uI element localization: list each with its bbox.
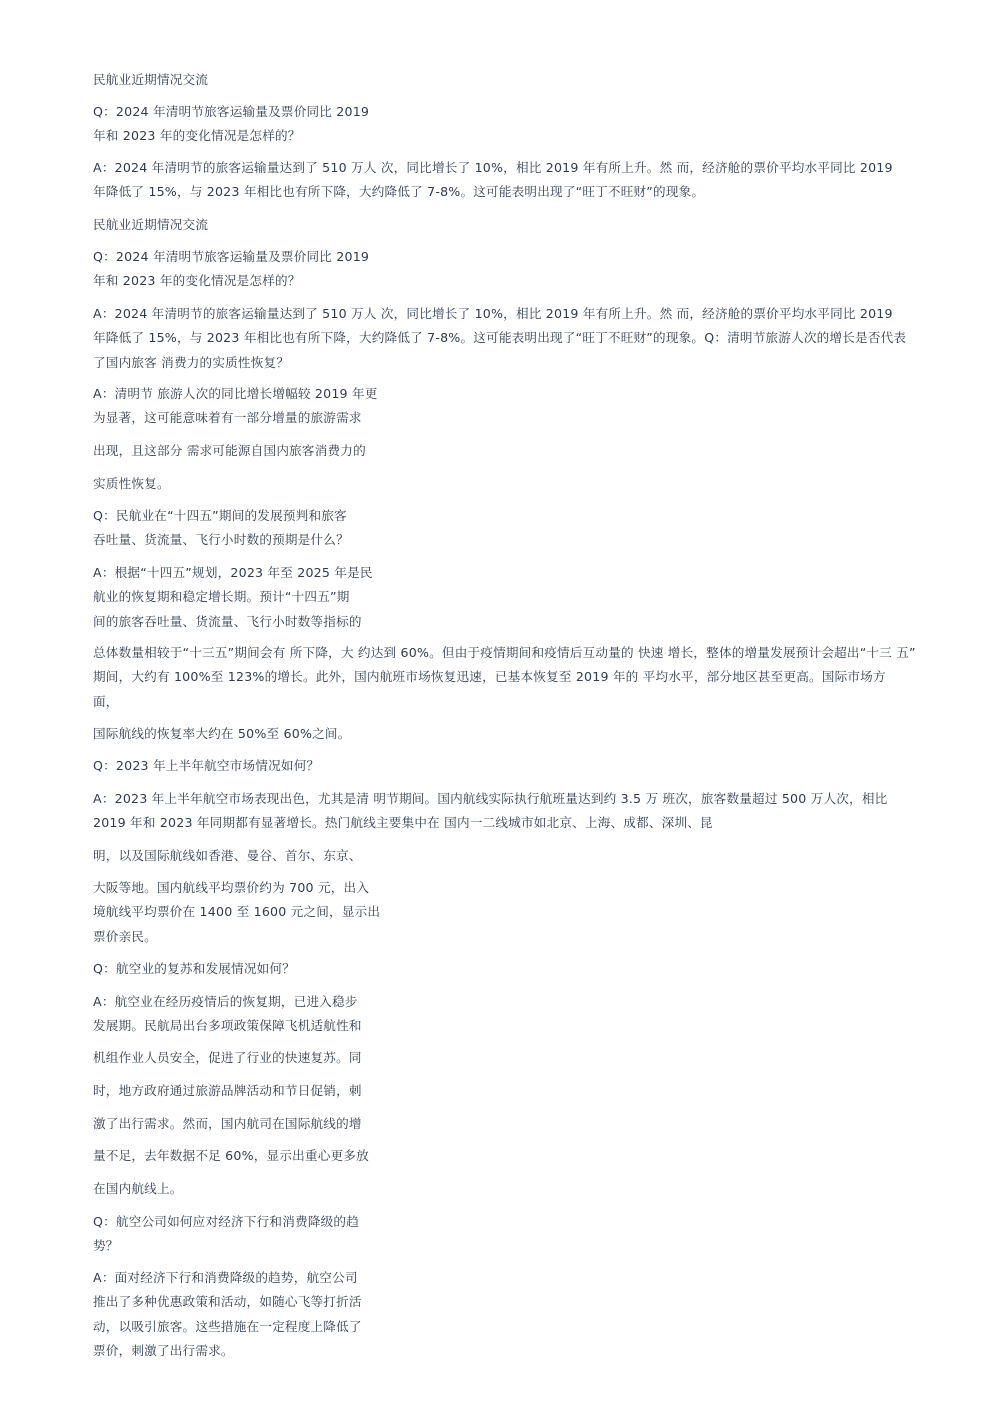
section-title (93, 68, 943, 92)
paragraph-line: 面， (93, 693, 119, 709)
paragraph-line: 2019 年和 2023 年同期都有显著增长。热门航线主要集中在 国内一二线城市如北京、上海、成都、深圳、昆 (93, 815, 713, 831)
paragraph-line: 在国内航线上。 (93, 1181, 183, 1196)
paragraph-line: 了国内旅客 消费力的实质性恢复？ (93, 354, 290, 370)
answer-paragraph (93, 1079, 943, 1103)
paragraph-line: Q：民航业在“十四五”期间的发展预判和旅客 (93, 508, 347, 523)
paragraph-line: A：面对经济下行和消费降级的趋势，航空公司 (93, 1270, 358, 1285)
paragraph-line: 票价，刺激了出行需求。 (93, 1342, 234, 1358)
answer-paragraph (93, 1177, 943, 1201)
paragraph-line: 机组作业人员安全，促进了行业的快速复苏。同 (93, 1050, 362, 1065)
paragraph-line: A：2023 年上半年航空市场表现出色，尤其是清 明节期间。国内航线实际执行航班量达到约 3.5 万 班次，旅客数量超过 500 万人次，相比 (93, 791, 888, 806)
question-paragraph (93, 504, 943, 553)
paragraph-line: 推出了多种优惠政策和活动，如随心飞等打折活 (93, 1294, 362, 1310)
answer-paragraph (93, 844, 943, 868)
paragraph-line: 民航业近期情况交流 (93, 217, 209, 232)
answer-paragraph (93, 722, 943, 746)
paragraph-line: 年降低了 15%，与 2023 年相比也有所下降，大约降低了 7-8%。这可能表明出现了“旺丁不旺财”的现象。 (93, 184, 705, 200)
paragraph-line: A：航空业在经历疫情后的恢复期，已进入稳步 (93, 994, 358, 1009)
answer-paragraph (93, 1266, 943, 1363)
answer-paragraph (93, 382, 943, 431)
question-paragraph (93, 245, 943, 294)
paragraph-line: 明，以及国际航线如香港、曼谷、首尔、东京、 (93, 848, 362, 863)
answer-paragraph (93, 156, 943, 205)
paragraph-line: A：2024 年清明节的旅客运输量达到了 510 万人 次，同比增长了 10%，相比 2019 年有所上升。然 而，经济舱的票价平均水平同比 2019 (93, 160, 893, 175)
question-paragraph (93, 1210, 943, 1259)
answer-paragraph (93, 472, 943, 496)
question-paragraph (93, 754, 943, 778)
answer-paragraph (93, 787, 943, 836)
paragraph-line: 出现，且这部分 需求可能源自国内旅客消费力的 (93, 443, 366, 458)
paragraph-line: A：清明节 旅游人次的同比增长增幅较 2019 年更 (93, 386, 378, 401)
paragraph-line: Q：航空业的复苏和发展情况如何？ (93, 961, 296, 976)
section-title (93, 213, 943, 237)
paragraph-line: 年和 2023 年的变化情况是怎样的？ (93, 273, 301, 289)
paragraph-line: 量不足，去年数据不足 60%，显示出重心更多放 (93, 1148, 369, 1163)
paragraph-line: 年和 2023 年的变化情况是怎样的？ (93, 128, 301, 144)
paragraph-line: Q：航空公司如何应对经济下行和消费降级的趋 (93, 1214, 359, 1229)
answer-paragraph (93, 1112, 943, 1136)
paragraph-line: 年降低了 15%，与 2023 年相比也有所下降，大约降低了 7-8%。这可能表明出现了“旺丁不旺财”的现象。Q：清明节旅游人次的增长是否代表 (93, 330, 907, 346)
answer-paragraph (93, 641, 943, 714)
paragraph-line: 民航业近期情况交流 (93, 72, 209, 87)
paragraph-line: 国际航线的恢复率大约在 50%至 60%之间。 (93, 726, 351, 741)
paragraph-line: 激了出行需求。然而，国内航司在国际航线的增 (93, 1116, 362, 1131)
paragraph-line: 发展期。民航局出台多项政策保障飞机适航性和 (93, 1018, 362, 1034)
paragraph-line: 境航线平均票价在 1400 至 1600 元之间，显示出 (93, 904, 381, 920)
answer-paragraph (93, 876, 943, 949)
paragraph-line: A：根据“十四五”规划，2023 年至 2025 年是民 (93, 565, 373, 580)
paragraph-line: 吞吐量、货流量、飞行小时数的预期是什么？ (93, 532, 349, 548)
answer-paragraph (93, 302, 943, 375)
answer-paragraph (93, 990, 943, 1039)
paragraph-line: 势？ (93, 1238, 119, 1254)
answer-paragraph (93, 561, 943, 634)
paragraph-line: 时，地方政府通过旅游品牌活动和节日促销，刺 (93, 1083, 362, 1098)
paragraph-line: Q：2024 年清明节旅客运输量及票价同比 2019 (93, 104, 370, 119)
paragraph-line: A：2024 年清明节的旅客运输量达到了 510 万人 次，同比增长了 10%，相比 2019 年有所上升。然 而，经济舱的票价平均水平同比 2019 (93, 306, 893, 321)
paragraph-line: 为显著，这可能意味着有一部分增量的旅游需求 (93, 410, 362, 426)
answer-paragraph (93, 1144, 943, 1168)
paragraph-line: 动，以吸引旅客。这些措施在一定程度上降低了 (93, 1318, 362, 1334)
answer-paragraph (93, 439, 943, 463)
paragraph-line: 票价亲民。 (93, 928, 157, 944)
question-paragraph (93, 100, 943, 149)
paragraph-line: 实质性恢复。 (93, 476, 170, 491)
paragraph-line: 间的旅客吞吐量、货流量、飞行小时数等指标的 (93, 613, 362, 629)
paragraph-line: 期间，大约有 100%至 123%的增长。此外，国内航班市场恢复迅速，已基本恢复至 2019 年的 平均水平，部分地区甚至更高。国际市场方 (93, 669, 886, 685)
question-paragraph (93, 957, 943, 981)
paragraph-line: Q：2023 年上半年航空市场情况如何？ (93, 758, 320, 773)
paragraph-line: Q：2024 年清明节旅客运输量及票价同比 2019 (93, 249, 370, 264)
paragraph-line: 总体数量相较于“十三五”期间会有 所下降，大 约达到 60%。但由于疫情期间和疫情后互动量的 快速 增长，整体的增量发展预计会超出“十三 五” (93, 645, 916, 660)
answer-paragraph (93, 1046, 943, 1070)
paragraph-line: 大阪等地。国内航线平均票价约为 700 元，出入 (93, 880, 370, 895)
paragraph-line: 航业的恢复期和稳定增长期。预计“十四五”期 (93, 589, 350, 605)
